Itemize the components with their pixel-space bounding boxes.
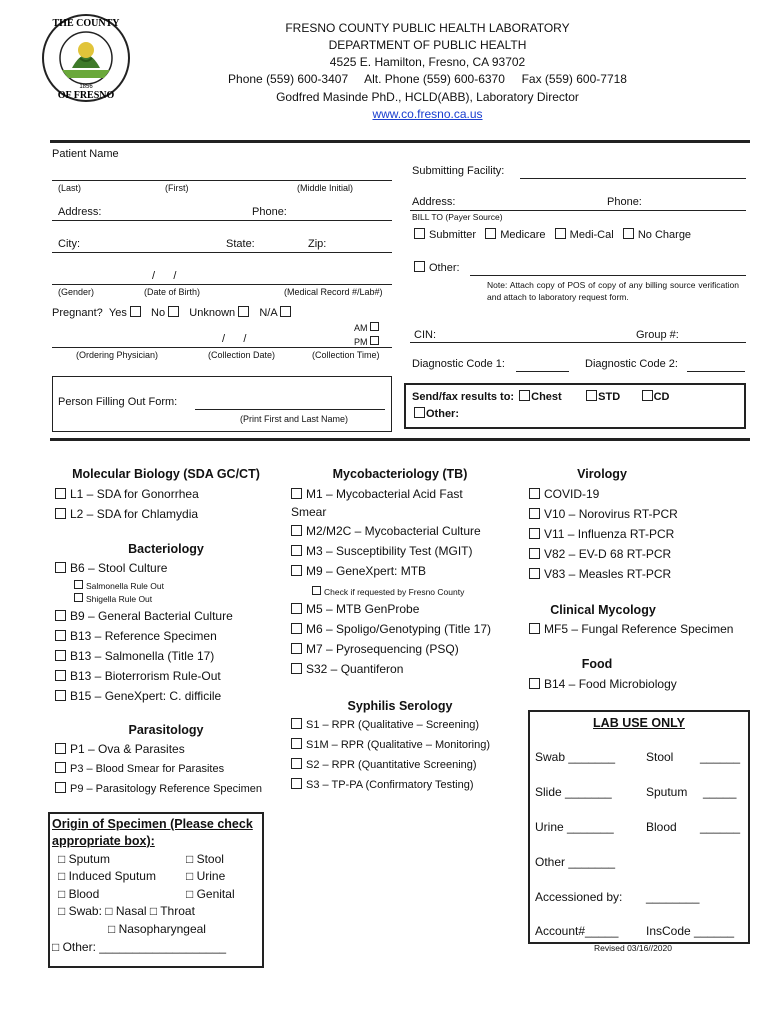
- s32-label: S32 – Quantiferon: [306, 662, 404, 676]
- submitter-checkbox[interactable]: [414, 228, 425, 239]
- origin-title-2: appropriate box):: [52, 834, 155, 848]
- p1-label: P1 – Ova & Parasites: [70, 742, 185, 756]
- b14-checkbox[interactable]: [529, 678, 540, 689]
- m5-label: M5 – MTB GenProbe: [306, 602, 420, 616]
- origin-sputum[interactable]: □ Sputum: [58, 852, 110, 866]
- b9-label: B9 – General Bacterial Culture: [70, 609, 233, 623]
- lab-blood: Blood: [646, 820, 677, 834]
- p1-checkbox[interactable]: [55, 743, 66, 754]
- pregnant-no-label: No: [151, 307, 166, 319]
- state-label: State:: [226, 238, 255, 250]
- section-divider: [50, 438, 750, 441]
- s2-label: S2 – RPR (Quantitative Screening): [306, 759, 477, 771]
- website-link[interactable]: www.co.fresno.ca.us: [372, 107, 483, 121]
- v82-checkbox[interactable]: [529, 548, 540, 559]
- m2-checkbox[interactable]: [291, 525, 302, 536]
- seal-bottom-text: OF FRESNO: [57, 90, 115, 101]
- v11-label: V11 – Influenza RT-PCR: [544, 527, 675, 541]
- am-checkbox[interactable]: [370, 322, 379, 331]
- am-label: AM: [354, 323, 368, 333]
- department: DEPARTMENT OF PUBLIC HEALTH: [328, 38, 527, 52]
- facility-phone-label: Phone:: [607, 196, 642, 208]
- gender-label: (Gender): [58, 287, 95, 297]
- zip-label: Zip:: [308, 238, 327, 250]
- m9-label: M9 – GeneXpert: MTB: [306, 564, 427, 578]
- send-other-checkbox[interactable]: [414, 407, 425, 418]
- facility-address-label: Address:: [412, 196, 456, 208]
- v83-checkbox[interactable]: [529, 568, 540, 579]
- lab-other: Other _______: [535, 855, 616, 869]
- salmonella-ruleout-checkbox[interactable]: [74, 580, 83, 589]
- pregnant-na-label: N/A: [259, 307, 278, 319]
- s32-checkbox[interactable]: [291, 663, 302, 674]
- dob-label: (Date of Birth): [144, 287, 201, 297]
- submitter-label: Submitter: [429, 229, 477, 241]
- l1-label: L1 – SDA for Gonorrhea: [70, 487, 199, 501]
- origin-blood[interactable]: □ Blood: [58, 887, 100, 901]
- std-label: STD: [598, 391, 621, 403]
- shigella-ruleout-checkbox[interactable]: [74, 593, 83, 602]
- p3-checkbox[interactable]: [55, 762, 66, 773]
- syphilis-title: Syphilis Serology: [347, 699, 453, 713]
- send-fax-label: Send/fax results to:: [412, 391, 515, 403]
- medical-label: Medi-Cal: [569, 229, 614, 241]
- s1-label: S1 – RPR (Qualitative – Screening): [306, 719, 480, 731]
- p9-label: P9 – Parasitology Reference Specimen: [70, 783, 262, 795]
- v83-label: V83 – Measles RT-PCR: [544, 567, 672, 581]
- fresno-request-checkbox[interactable]: [312, 586, 321, 595]
- no-charge-checkbox[interactable]: [623, 228, 634, 239]
- lab-name: FRESNO COUNTY PUBLIC HEALTH LABORATORY: [285, 21, 570, 35]
- pregnant-unknown-checkbox[interactable]: [238, 306, 249, 317]
- pm-checkbox[interactable]: [370, 336, 379, 345]
- lab-sputum: Sputum: [646, 785, 688, 799]
- bill-to-label: BILL TO (Payer Source): [412, 212, 503, 222]
- header-divider: [50, 140, 750, 143]
- b13-salmonella-label: B13 – Salmonella (Title 17): [70, 649, 215, 663]
- last-name-label: (Last): [58, 183, 82, 193]
- pregnant-label: Pregnant?: [52, 307, 103, 319]
- lab-use-title: LAB USE ONLY: [593, 716, 685, 730]
- middle-initial-label: (Middle Initial): [297, 183, 354, 193]
- m2-label: M2/M2C – Mycobacterial Culture: [306, 524, 481, 538]
- cin-label: CIN:: [414, 329, 436, 341]
- collection-time-label: (Collection Time): [312, 350, 380, 360]
- origin-other[interactable]: □ Other: ___________________: [52, 940, 227, 954]
- food-title: Food: [581, 657, 613, 671]
- m1-label: M1 – Mycobacterial Acid Fast: [306, 487, 463, 501]
- city-label: City:: [58, 238, 80, 250]
- pregnant-yes-label: Yes: [108, 307, 127, 319]
- diag-code-2-label: Diagnostic Code 2:: [585, 358, 678, 370]
- l2-checkbox[interactable]: [55, 508, 66, 519]
- p3-label: P3 – Blood Smear for Parasites: [70, 763, 225, 775]
- virology-title: Virology: [577, 467, 627, 481]
- mf5-checkbox[interactable]: [529, 623, 540, 634]
- b6-checkbox[interactable]: [55, 562, 66, 573]
- b13-reference-label: B13 – Reference Specimen: [70, 629, 217, 643]
- county-seal-logo: [40, 12, 132, 104]
- origin-urine[interactable]: □ Urine: [186, 869, 226, 883]
- m7-checkbox[interactable]: [291, 643, 302, 654]
- send-other-label: Other:: [426, 408, 459, 420]
- origin-swab[interactable]: □ Swab: □ Nasal □ Throat: [58, 904, 195, 918]
- pregnant-yes-checkbox[interactable]: [130, 306, 141, 317]
- m5-checkbox[interactable]: [291, 603, 302, 614]
- m6-label: M6 – Spoligo/Genotyping (Title 17): [306, 622, 491, 636]
- medicare-checkbox[interactable]: [485, 228, 496, 239]
- revised-date: Revised 03/16//2020: [594, 943, 672, 953]
- s3-checkbox[interactable]: [291, 778, 302, 789]
- phone-line: Phone (559) 600-3407 Alt. Phone (559) 600-6370 Fax (559) 600-7718: [228, 72, 627, 86]
- ordering-physician-label: (Ordering Physician): [76, 350, 159, 360]
- p9-checkbox[interactable]: [55, 782, 66, 793]
- patient-name-label: Patient Name: [52, 148, 119, 160]
- b13-salmonella-checkbox[interactable]: [55, 650, 66, 661]
- shigella-ruleout-label: Shigella Rule Out: [86, 594, 153, 604]
- lab-stool-line: ______: [700, 750, 741, 764]
- b14-label: B14 – Food Microbiology: [544, 677, 677, 691]
- b13-bioterrorism-checkbox[interactable]: [55, 670, 66, 681]
- m3-label: M3 – Susceptibility Test (MGIT): [306, 544, 473, 558]
- no-charge-label: No Charge: [637, 229, 692, 241]
- parasitology-title: Parasitology: [128, 723, 204, 737]
- s3-label: S3 – TP-PA (Confirmatory Testing): [306, 779, 474, 791]
- pregnant-row: [52, 306, 295, 319]
- person-filling-label: Person Filling Out Form:: [58, 396, 178, 408]
- cd-checkbox[interactable]: [642, 390, 653, 401]
- lab-address: 4525 E. Hamilton, Fresno, CA 93702: [329, 55, 526, 69]
- b13-bioterrorism-label: B13 – Bioterrorism Rule-Out: [70, 669, 221, 683]
- submitting-facility-label: Submitting Facility:: [412, 165, 505, 177]
- chest-label: Chest: [531, 391, 562, 403]
- covid-checkbox[interactable]: [529, 488, 540, 499]
- seal-top-text: THE COUNTY: [52, 18, 120, 29]
- origin-genital[interactable]: □ Genital: [186, 887, 235, 901]
- lab-accessioned: Accessioned by:: [535, 890, 623, 904]
- medicare-label: Medicare: [500, 229, 546, 241]
- fresno-request-label: Check if requested by Fresno County: [324, 587, 465, 597]
- covid-label: COVID-19: [544, 487, 600, 501]
- b9-checkbox[interactable]: [55, 610, 66, 621]
- b15-checkbox[interactable]: [55, 690, 66, 701]
- lab-stool: Stool: [646, 750, 674, 764]
- pregnant-na-checkbox[interactable]: [280, 306, 291, 317]
- chest-checkbox[interactable]: [519, 390, 530, 401]
- b15-label: B15 – GeneXpert: C. difficile: [70, 689, 222, 703]
- bill-other-label: Other:: [429, 262, 460, 274]
- v10-checkbox[interactable]: [529, 508, 540, 519]
- v82-label: V82 – EV-D 68 RT-PCR: [544, 547, 672, 561]
- m9-checkbox[interactable]: [291, 565, 302, 576]
- origin-induced[interactable]: □ Induced Sputum: [58, 869, 156, 883]
- myco-title: Mycobacteriology (TB): [332, 467, 468, 481]
- print-name-label: (Print First and Last Name): [240, 414, 349, 424]
- lab-account: Account#_____: [535, 924, 619, 938]
- m3-checkbox[interactable]: [291, 545, 302, 556]
- dob-slashes: / /: [152, 270, 177, 282]
- s2-checkbox[interactable]: [291, 758, 302, 769]
- billing-note: Note: Attach copy of POS of copy of any billing source verification and attach to laboratory request form.: [487, 280, 739, 302]
- collection-date-label: (Collection Date): [208, 350, 276, 360]
- origin-title-1: Origin of Specimen (Please check: [52, 817, 253, 831]
- mycology-title: Clinical Mycology: [550, 603, 656, 617]
- lab-blood-line: ______: [700, 820, 741, 834]
- v11-checkbox[interactable]: [529, 528, 540, 539]
- pm-label: PM: [354, 337, 368, 347]
- medical-record-label: (Medical Record #/Lab#): [284, 287, 383, 297]
- seal-year-text: 1856: [79, 84, 93, 90]
- v10-label: V10 – Norovirus RT-PCR: [544, 507, 678, 521]
- patient-address-label: Address:: [58, 206, 102, 218]
- lab-slide: Slide _______: [535, 785, 612, 799]
- m6-checkbox[interactable]: [291, 623, 302, 634]
- l1-checkbox[interactable]: [55, 488, 66, 499]
- m1-label-cont: Smear: [291, 505, 327, 519]
- s1m-label: S1M – RPR (Qualitative – Monitoring): [306, 739, 491, 751]
- lab-swab: Swab _______: [535, 750, 616, 764]
- origin-stool[interactable]: □ Stool: [186, 852, 224, 866]
- first-name-label: (First): [165, 183, 189, 193]
- medical-checkbox[interactable]: [555, 228, 566, 239]
- s1m-checkbox[interactable]: [291, 738, 302, 749]
- bill-other-checkbox[interactable]: [414, 261, 425, 272]
- collection-date-slashes: / /: [222, 333, 247, 345]
- mf5-label: MF5 – Fungal Reference Specimen: [544, 622, 734, 636]
- director: Godfred Masinde PhD., HCLD(ABB), Laboratory Director: [276, 90, 579, 104]
- bacteriology-title: Bacteriology: [128, 542, 204, 556]
- m7-label: M7 – Pyrosequencing (PSQ): [306, 642, 459, 656]
- l2-label: L2 – SDA for Chlamydia: [70, 507, 199, 521]
- s1-checkbox[interactable]: [291, 718, 302, 729]
- diag-code-1-label: Diagnostic Code 1:: [412, 358, 505, 370]
- pregnant-no-checkbox[interactable]: [168, 306, 179, 317]
- lab-accessioned-line: ________: [646, 890, 700, 904]
- molecular-title: Molecular Biology (SDA GC/CT): [72, 467, 260, 481]
- group-label: Group #:: [636, 329, 679, 341]
- b6-label: B6 – Stool Culture: [70, 561, 168, 575]
- cd-label: CD: [653, 391, 670, 403]
- lab-sputum-line: _____: [703, 785, 737, 799]
- salmonella-ruleout-label: Salmonella Rule Out: [86, 581, 164, 591]
- std-checkbox[interactable]: [586, 390, 597, 401]
- b13-reference-checkbox[interactable]: [55, 630, 66, 641]
- lab-inscode: InsCode ______: [646, 924, 735, 938]
- patient-phone-label: Phone:: [252, 206, 287, 218]
- lab-urine: Urine _______: [535, 820, 614, 834]
- origin-nasopharyngeal[interactable]: □ Nasopharyngeal: [108, 922, 206, 936]
- pregnant-unknown-label: Unknown: [189, 307, 236, 319]
- m1-checkbox[interactable]: [291, 488, 302, 499]
